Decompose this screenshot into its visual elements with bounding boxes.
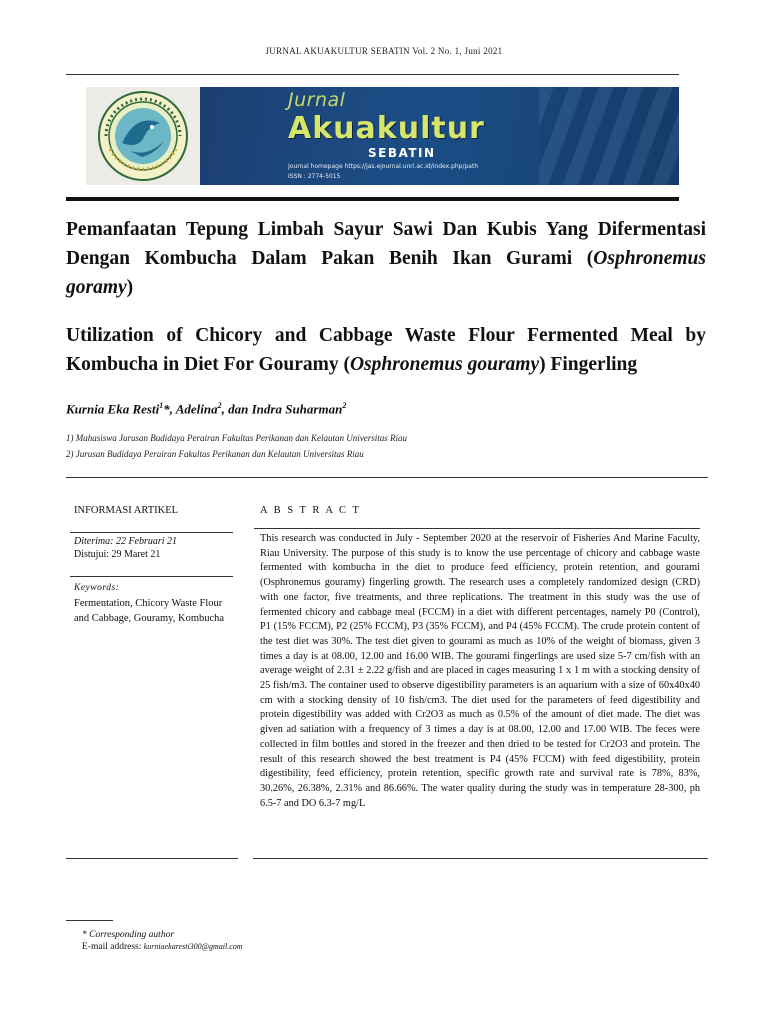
banner-rule (66, 197, 679, 201)
author-1-affil: 1 (159, 401, 164, 410)
journal-banner (86, 87, 679, 185)
title-id-main: Pemanfaatan Tepung Limbah Sayur Sawi Dan Kubis Yang Difermentasi Dengan Kombucha Dalam Pakan Benih Ikan Gurami ( (66, 219, 706, 269)
banner-jurnal: Jurnal (288, 89, 346, 111)
info-bottom-rule (66, 858, 238, 859)
running-head: JURNAL AKUAKULTUR SEBATIN Vol. 2 No. 1, Juni 2021 (265, 46, 503, 56)
journal-banner-title-panel (200, 87, 679, 185)
author-1-mark: *, (163, 401, 176, 417)
title-indonesian (66, 215, 706, 302)
author-2: Adelina (175, 401, 218, 417)
banner-decoration (539, 87, 679, 185)
accepted-date: Distujui: 29 Maret 21 (74, 549, 161, 560)
title-id-close: ) (126, 277, 134, 298)
affiliation-1: 1) Mahasiswa Jurusan Budidaya Perairan Fakultas Perikanan dan Kelautan Universitas Riau (66, 433, 407, 443)
email-address[interactable]: kurniaekaresti300@gmail.com (143, 942, 243, 951)
abstract-rule (254, 528, 700, 529)
banner-issn: ISSN : 2774-5015 (288, 173, 341, 180)
email-line (82, 942, 243, 952)
received-date: Diterima: 22 Februari 21 (74, 536, 178, 547)
keywords-rule (70, 576, 233, 577)
corresponding-author-note: * Corresponding author (82, 930, 175, 940)
affiliation-2: 2) Jurusan Budidaya Perairan Fakultas Perikanan dan Kelautan Universitas Riau (66, 449, 364, 459)
title-id-species: Osphronemus goramy (66, 248, 706, 298)
author-3: Indra Suharman (251, 401, 343, 417)
article-info-heading: INFORMASI ARTIKEL (74, 505, 179, 516)
journal-logo-icon (86, 87, 200, 185)
author-3-affil: 2 (342, 401, 347, 410)
article-info-rule (70, 532, 233, 533)
keywords-text: Fermentation, Chicory Waste Flour and Cabbage, Gouramy, Kombucha (74, 598, 225, 624)
keywords-label: Keywords: (74, 583, 120, 593)
email-label: E-mail address: (82, 942, 144, 952)
title-english (66, 321, 706, 379)
title-en-close: ) Fingerling (539, 354, 638, 375)
section-rule (66, 477, 708, 478)
author-2-affil: 2 (217, 401, 222, 410)
abstract-bottom-rule (253, 858, 708, 859)
title-en-main: Utilization of Chicory and Cabbage Waste Flour Fermented Meal by Kombucha in Diet For Gouramy ( (66, 325, 706, 375)
banner-akuakultur: Akuakultur (288, 111, 485, 146)
title-en-species: Osphronemus gouramy (350, 354, 540, 375)
author-list (66, 401, 706, 417)
header-rule (66, 74, 679, 75)
author-1: Kurnia Eka Resti (66, 401, 160, 417)
abstract-text: This research was conducted in July - September 2020 at the reservoir of Fisheries And Marine Faculty, Riau University. The purpose of this study is to know the use percentage of chicory and cabbage waste fermented with kombucha in the diet to produce feed efficiency, protein retention, and gourami (Osphronemus gouramy) fingerling growth. The research uses a completely randomized design (CRD) with one factor, five treatments, and three replications. The treatment in this study was the use of fermented chicory and cabbage meal (FCCM) in a diet with different percentages, namely P0 (Control), P1 (15% FCCM), P2 (25% FCCM), P3 (35% FCCM), and P4 (45% FCCM). The crude protein content of the test diet was 30%. The test diet given to gourami as much as 10% of the weight of biomass, given 3 times a day is at 08.00, 12.00 and 16.00 WIB. The gourami fingerlings are used size 5-7 cm/fish with an average weight of 2.31 ± 2.22 g/fish and are placed in cages measuring 1 x 1 m with a stocking density of 25 fish/m3. The container used to observe digestibility parameters is an aquarium with a size of 60x40x40 cm with a stocking density of 10 fish/cm3. The diet used for the parameters of feed digestibility and protein digestibility was added with Cr2O3 as much as 0.5% of the amount of diet made. The diet was given ad satiation with a frequency of 3 times a day is at 08.00, 12.00 and 17.00 WIB. The feces were collected in film bottles and stored in the freezer and then dried to be tested for Cr2O3 and protein. The result of this research showed the best treatment is P4 (45% FCCM) with feed digestibility, protein digestibility, feed efficiency, protein retention, specific growth rate and survival rate is 78%, 83%, 30.26%, 26.38%, 2.31% and 86.66%. The water quality during the study was in temperature 28-300, ph 6.5-7 and DO 6.3-7 mg/L (260, 533, 700, 809)
abstract-heading: A B S T R A C T (260, 505, 361, 516)
banner-homepage: Journal homepage https://jas.ejournal.unri.ac.id/index.php/path (288, 163, 479, 170)
journal-logo-panel (86, 87, 200, 185)
author-separator: , dan (221, 401, 252, 417)
banner-sebatin: SEBATIN (368, 146, 436, 160)
footnote-rule (66, 920, 113, 921)
